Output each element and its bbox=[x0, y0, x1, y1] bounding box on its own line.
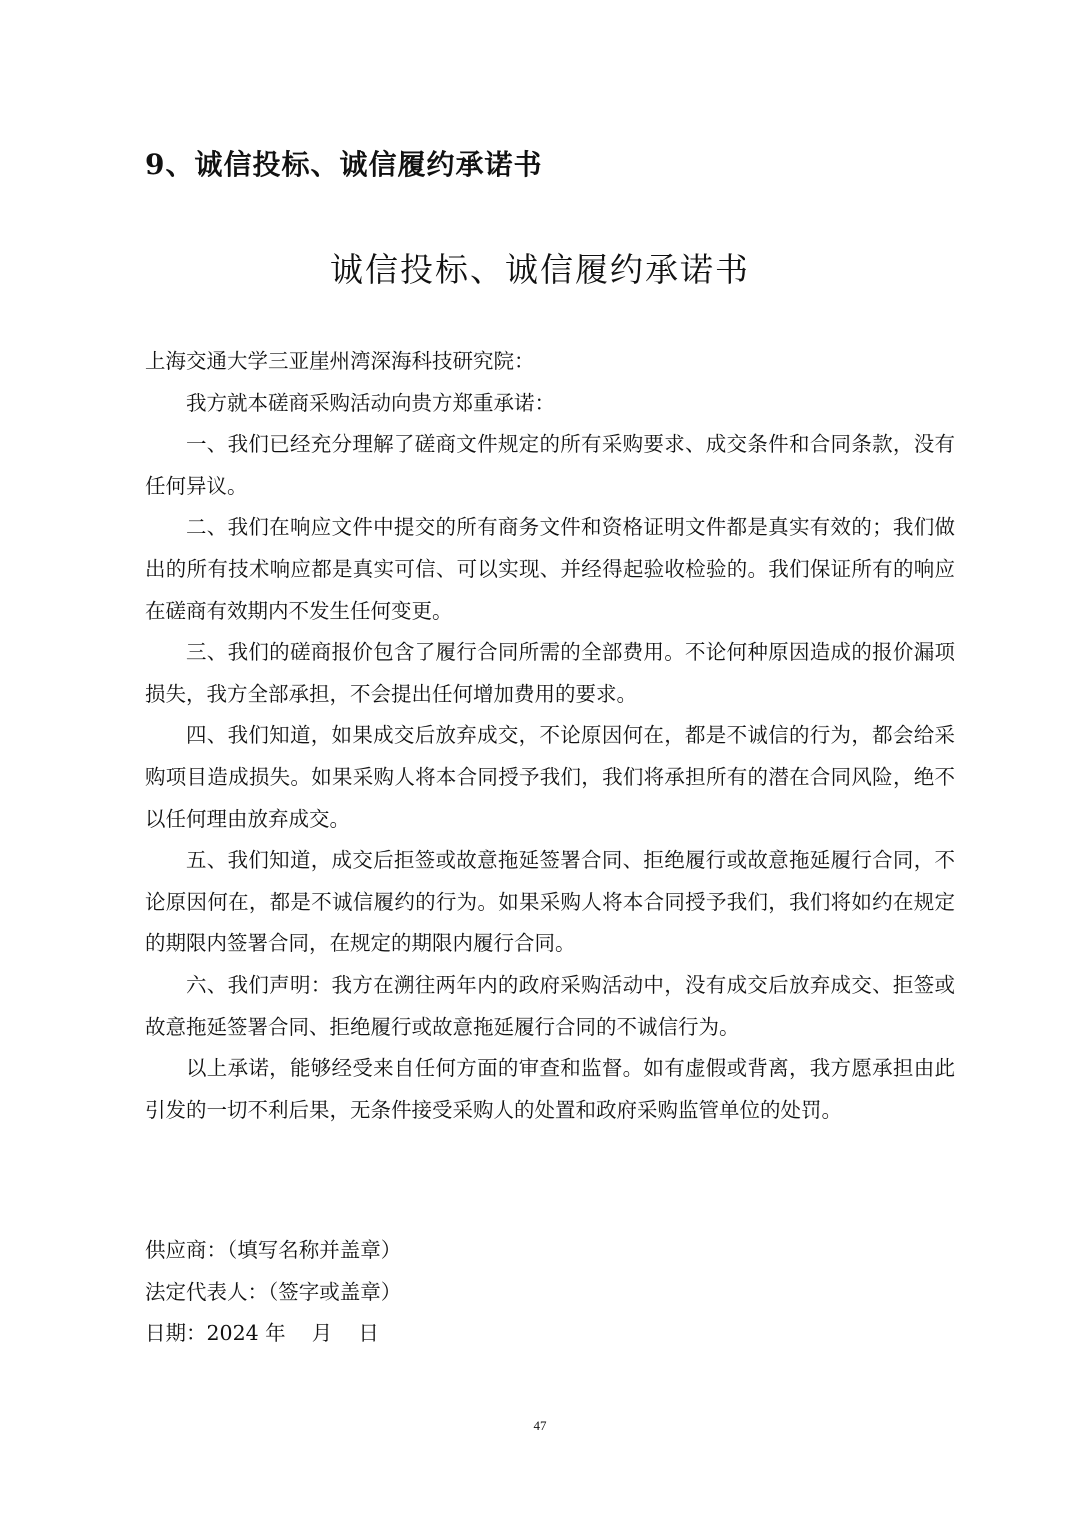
date-line: 日期：2024 年 月 日 bbox=[145, 1321, 379, 1346]
commitment-4: 四、我们知道，如果成交后放弃成交，不论原因何在，都是不诚信的行为，都会给采购项目造成损失。如果采购人将本合同授予我们，我们将承担所有的潜在合同风险，绝不以任何理由放弃成交。 bbox=[145, 723, 955, 831]
signature-block bbox=[145, 1230, 955, 1355]
commitment-6: 六、我们声明：我方在溯往两年内的政府采购活动中，没有成交后放弃成交、拒签或故意拖延签署合同、拒绝履行或故意拖延履行合同的不诚信行为。 bbox=[145, 972, 955, 1039]
addressee: 上海交通大学三亚崖州湾深海科技研究院： bbox=[145, 349, 535, 373]
intro-paragraph: 我方就本磋商采购活动向贵方郑重承诺： bbox=[186, 390, 555, 415]
section-heading: 9、诚信投标、诚信履约承诺书 bbox=[145, 148, 543, 181]
supplier-line: 供应商：（填写名称并盖章） bbox=[145, 1238, 402, 1262]
letter-body bbox=[145, 341, 955, 1131]
commitment-2: 二、我们在响应文件中提交的所有商务文件和资格证明文件都是真实有效的；我们做出的所有技术响应都是真实可信、可以实现、并经得起验收检验的。我们保证所有的响应在磋商有效期内不发生任何变更。 bbox=[145, 515, 955, 623]
document-title: 诚信投标、诚信履约承诺书 bbox=[330, 250, 750, 289]
closing-paragraph: 以上承诺，能够经受来自任何方面的审查和监督。如有虚假或背离，我方愿承担由此引发的一切不利后果，无条件接受采购人的处置和政府采购监管单位的处罚。 bbox=[145, 1056, 955, 1122]
page-number: 47 bbox=[533, 1418, 547, 1433]
commitment-1: 一、我们已经充分理解了磋商文件规定的所有采购要求、成交条件和合同条款，没有任何异议。 bbox=[145, 432, 955, 498]
legal-representative-line: 法定代表人：（签字或盖章） bbox=[145, 1279, 402, 1304]
commitment-5: 五、我们知道，成交后拒签或故意拖延签署合同、拒绝履行或故意拖延履行合同，不论原因何在，都是不诚信履约的行为。如果采购人将本合同授予我们，我们将如约在规定的期限内签署合同，在规定的期限内履行合同。 bbox=[145, 848, 955, 956]
commitment-3: 三、我们的磋商报价包含了履行合同所需的全部费用。不论何种原因造成的报价漏项损失，我方全部承担，不会提出任何增加费用的要求。 bbox=[145, 640, 955, 706]
